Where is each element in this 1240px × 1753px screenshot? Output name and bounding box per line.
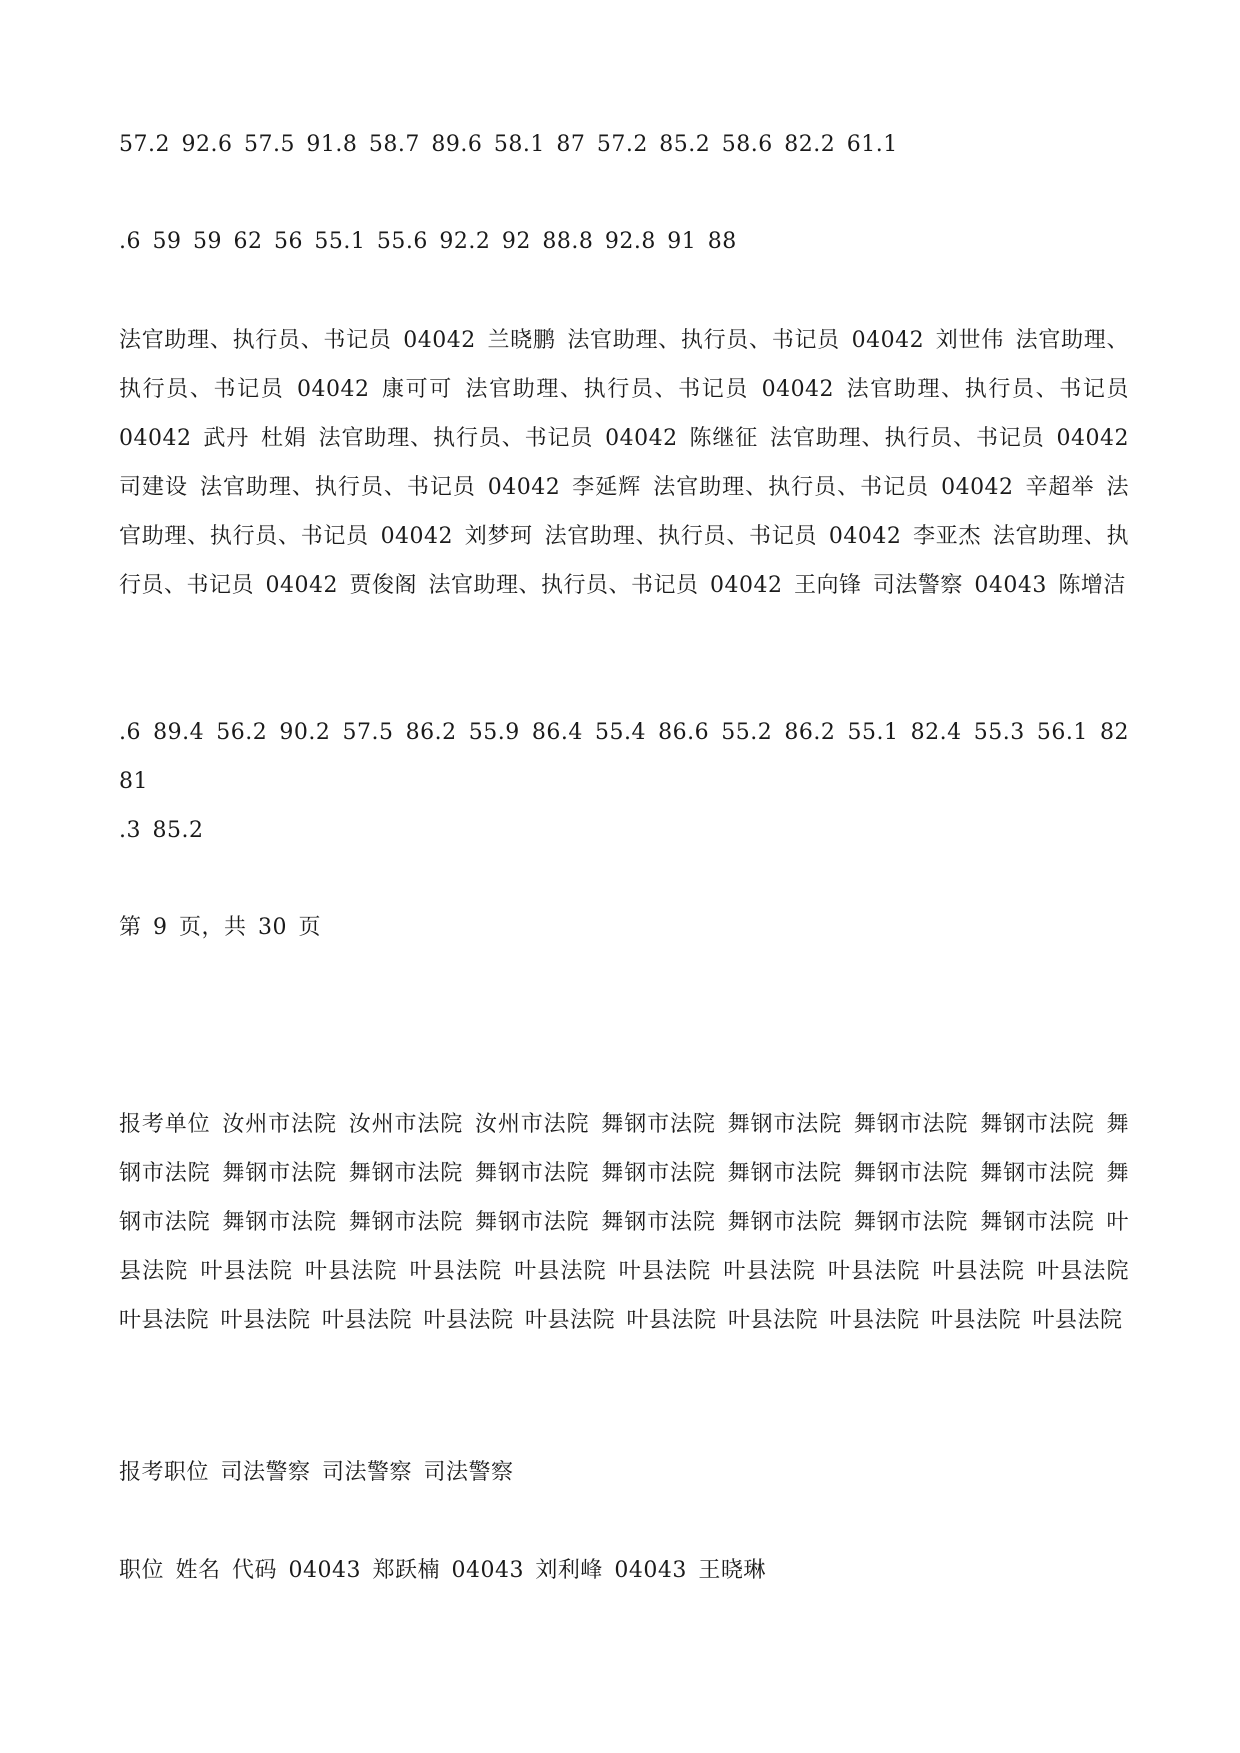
positions-paragraph: 报考职位 司法警察 司法警察 司法警察 (119, 1460, 514, 1485)
page-indicator: 第 9 页，共 30 页 (119, 915, 321, 940)
units-paragraph: 报考单位 汝州市法院 汝州市法院 汝州市法院 舞钢市法院 舞钢市法院 舞钢市法院 舞钢市法院 舞钢市法院 舞钢市法院 舞钢市法院 舞钢市法院 舞钢市法院 舞钢市法院 舞钢市法院 舞钢市法院 舞钢市法院 舞钢市法院 舞钢市法院 舞钢市法院 舞钢市法院 舞钢市法院 舞钢市法院 舞钢市法院 叶县法院 叶县法院 叶县法院 叶县法院 叶县法院 叶县法院 叶县法院 叶县法院 叶县法院 叶县法院 叶县法院 叶县法院 叶县法院 叶县法院 叶县法院 叶县法院 叶县法院 叶县法院 叶县法院 叶县法院 (119, 1112, 1129, 1333)
scores-line-1: 57.2 92.6 57.5 91.8 58.7 89.6 58.1 87 57.2 85.2 58.6 82.2 61.1 (119, 132, 898, 157)
names-paragraph: 法官助理、执行员、书记员 04042 兰晓鹏 法官助理、执行员、书记员 04042 刘世伟 法官助理、执行员、书记员 04042 康可可 法官助理、执行员、书记员 04042 法官助理、执行员、书记员 04042 武丹 杜娟 法官助理、执行员、书记员 04042 陈继征 法官助理、执行员、书记员 04042 司建设 法官助理、执行员、书记员 04042 李延辉 法官助理、执行员、书记员 04042 辛超举 法官助理、执行员、书记员 04042 刘梦珂 法官助理、执行员、书记员 04042 李亚杰 法官助理、执行员、书记员 04042 贾俊阁 法官助理、执行员、书记员 04042 王向锋 司法警察 04043 陈增洁 (119, 328, 1129, 598)
scores-line-4: .3 85.2 (119, 818, 204, 843)
scores-line-2: .6 59 59 62 56 55.1 55.6 92.2 92 88.8 92.8 91 88 (119, 229, 737, 254)
scores-line-3: .6 89.4 56.2 90.2 57.5 86.2 55.9 86.4 55.4 86.6 55.2 86.2 55.1 82.4 55.3 56.1 82 81 (119, 720, 1129, 794)
position-codes-paragraph: 职位 姓名 代码 04043 郑跃楠 04043 刘利峰 04043 王晓琳 (119, 1558, 766, 1583)
